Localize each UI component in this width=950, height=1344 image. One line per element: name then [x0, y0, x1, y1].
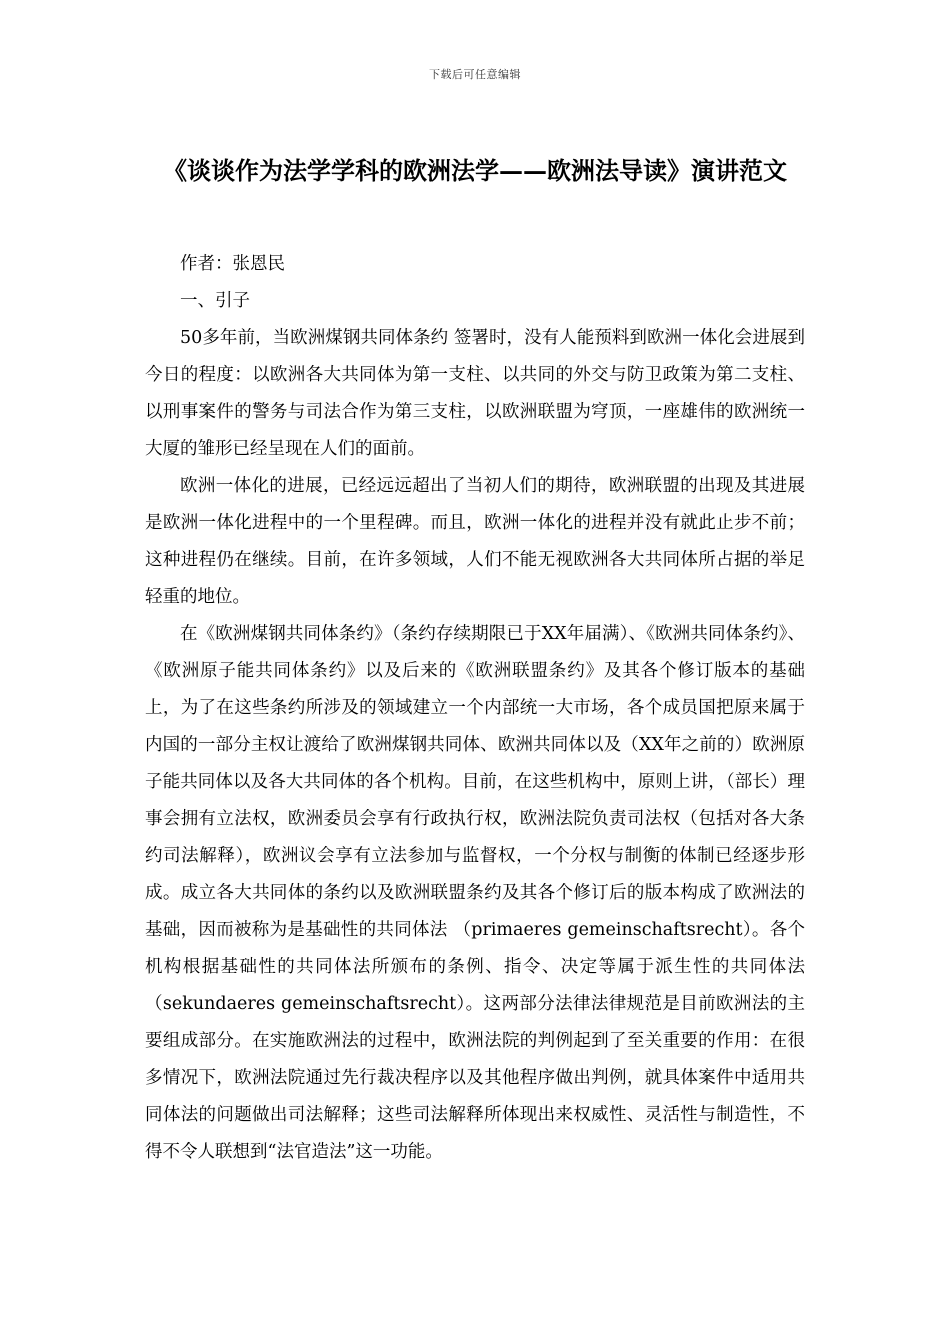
document-body [145, 246, 805, 1171]
paragraph-3: 在《欧洲煤钢共同体条约》（条约存续期限已于XX年届满）、《欧洲共同体条约》、《欧洲原子能共同体条约》以及后来的《欧洲联盟条约》及其各个修订版本的基础上，为了在这些条约所涉及的领域建立一个内部统一大市场，各个成员国把原来属于内国的一部分主权让渡给了欧洲煤钢共同体、欧洲共同体以及（XX年之前的）欧洲原子能共同体以及各大共同体的各个机构。目前，在这些机构中，原则上讲，（部长）理事会拥有立法权，欧洲委员会享有行政执行权，欧洲法院负责司法权（包括对各大条约司法解释），欧洲议会享有立法参加与监督权，一个分权与制衡的体制已经逐步形成。成立各大共同体的条约以及欧洲联盟条约及其各个修订后的版本构成了欧洲法的基础，因而被称为是基础性的共同体法 （primaeres gemeinschaftsrecht）。各个机构根据基础性的共同体法所颁布的条例、指令、决定等属于派生性的共同体法（sekundaeres gemeinschaftsrecht）。这两部分法律法律规范是目前欧洲法的主要组成部分。在实施欧洲法的过程中，欧洲法院的判例起到了至关重要的作用：在很多情况下，欧洲法院通过先行裁决程序以及其他程序做出判例，就具体案件中适用共同体法的问题做出司法解释；这些司法解释所体现出来权威性、灵活性与制造性，不得不令人联想到“法官造法”这一功能。 [145, 624, 805, 1162]
header-note: 下载后可任意编辑 [429, 68, 521, 81]
paragraph-1: 50多年前，当欧洲煤钢共同体条约 签署时，没有人能预料到欧洲一体化会进展到今日的程度：以欧洲各大共同体为第一支柱、以共同的外交与防卫政策为第二支柱、以刑事案件的警务与司法合作为第三支柱，以欧洲联盟为穹顶，一座雄伟的欧洲统一大厦的雏形已经呈现在人们的面前。 [145, 328, 805, 459]
document-title: 《谈谈作为法学学科的欧洲法学——欧洲法导读》演讲范文 [163, 156, 787, 185]
paragraph-2: 欧洲一体化的进展，已经远远超出了当初人们的期待，欧洲联盟的出现及其进展是欧洲一体化进程中的一个里程碑。而且，欧洲一体化的进程并没有就此止步不前；这种进程仍在继续。目前，在许多领域，人们不能无视欧洲各大共同体所占据的举足轻重的地位。 [145, 476, 805, 607]
author-line: 作者：张恩民 [180, 254, 285, 274]
section-heading: 一、引子 [180, 291, 250, 311]
